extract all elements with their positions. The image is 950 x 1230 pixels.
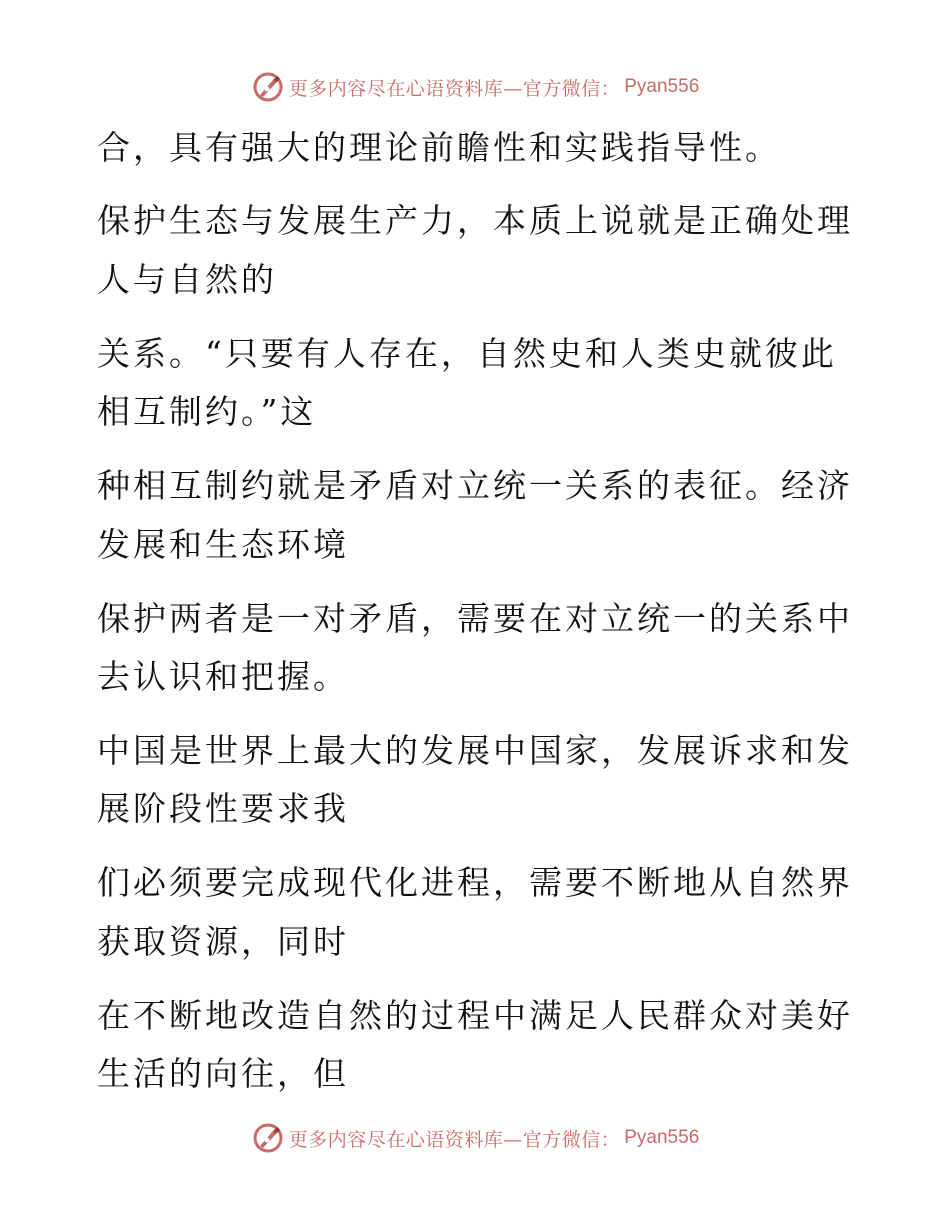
text-line: 发展和生态环境 (97, 525, 349, 564)
text-line: 保护两者是一对矛盾，需要在对立统一的关系中 (97, 599, 853, 638)
text-line: 关系。“只要有人存在，自然史和人类史就彼此 (97, 334, 837, 373)
text-line: 在不断地改造自然的过程中满足人民群众对美好 (97, 996, 853, 1035)
pen-logo-icon (251, 70, 285, 104)
text-line: 们必须要完成现代化进程，需要不断地从自然界 (97, 863, 853, 902)
text-line: 种相互制约就是矛盾对立统一关系的表征。经济 (97, 466, 853, 505)
footer-watermark-text: 更多内容尽在心语资料库—官方微信： (288, 1128, 621, 1151)
footer-watermark (0, 1121, 950, 1155)
footer-watermark-id: Pyan556 (624, 1127, 700, 1148)
header-watermark (0, 70, 950, 104)
text-line: 获取资源，同时 (97, 922, 349, 961)
text-line: 相互制约。”这 (97, 392, 317, 431)
header-watermark-id: Pyan556 (624, 76, 700, 97)
text-line: 去认识和把握。 (97, 657, 349, 696)
text-line: 保护生态与发展生产力，本质上说就是正确处理 (97, 201, 853, 240)
text-line: 人与自然的 (97, 260, 277, 299)
text-line: 中国是世界上最大的发展中国家，发展诉求和发 (97, 731, 853, 770)
text-line: 合，具有强大的理论前瞻性和实践指导性。 (97, 128, 781, 167)
text-line: 展阶段性要求我 (97, 789, 349, 828)
pen-logo-icon (251, 1121, 285, 1155)
text-line: 生活的向往，但 (97, 1054, 349, 1093)
header-watermark-text: 更多内容尽在心语资料库—官方微信： (288, 77, 621, 100)
